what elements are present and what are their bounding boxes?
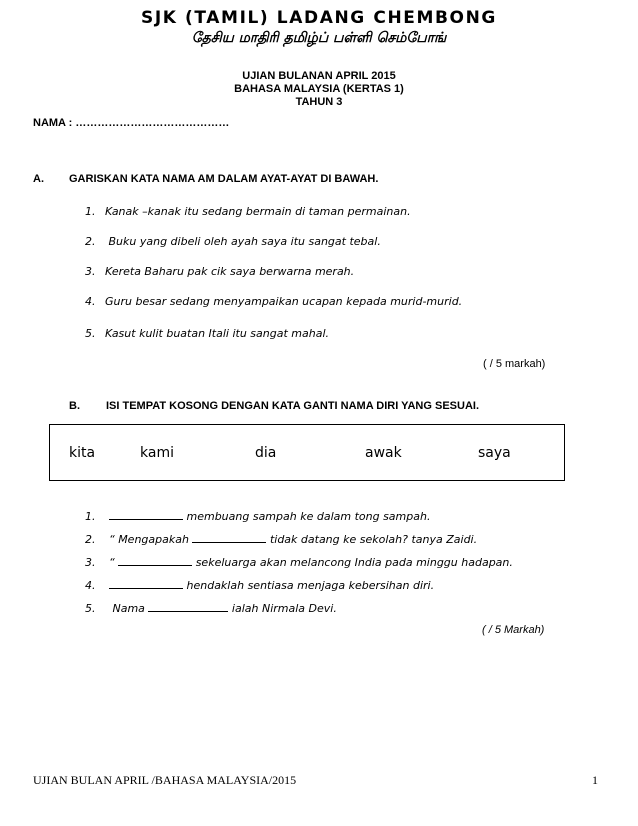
section-a-title: GARISKAN KATA NAMA AM DALAM AYAT-AYAT DI BAWAH.	[69, 173, 379, 185]
page-number: 1	[592, 773, 598, 787]
school-name: SJK (TAMIL) LADANG CHEMBONG	[140, 8, 497, 28]
item-number: 5.	[85, 327, 96, 340]
item-number: 3.	[85, 265, 96, 278]
name-field-label: NAMA : ……………………………………	[33, 117, 230, 129]
item-text: Guru besar sedang menyampaikan ucapan kepada murid-murid.	[105, 295, 463, 308]
item-number: 2.	[85, 235, 96, 248]
section-b-item: 3. “ sekeluarga akan melancong India pada minggu hadapan.	[85, 556, 513, 569]
school-tamil-name: தேசிய மாதிரி தமிழ்ப் பள்ளி செம்போங்	[191, 30, 447, 46]
item-number: 4.	[85, 579, 96, 592]
section-a-item	[85, 235, 381, 248]
section-a-item	[85, 205, 411, 218]
item-text: Kanak –kanak itu sedang bermain di taman permainan.	[105, 205, 411, 218]
section-a-item	[85, 265, 354, 278]
section-a-item	[85, 295, 462, 308]
item-number: 2.	[85, 533, 96, 546]
section-b-item: 2. “ Mengapakah tidak datang ke sekolah? tanya Zaidi.	[85, 533, 478, 546]
answer-blank[interactable]	[109, 509, 183, 520]
item-number: 4.	[85, 295, 96, 308]
item-number: 1.	[85, 205, 96, 218]
footer-text: UJIAN BULAN APRIL /BAHASA MALAYSIA/2015	[33, 773, 297, 787]
item-text: Kasut kulit buatan Itali itu sangat mahal.	[105, 327, 329, 340]
section-a-letter: A.	[33, 173, 44, 185]
word-bank-box	[49, 424, 565, 481]
section-b-letter: B.	[69, 400, 80, 412]
section-b-item: 4. hendaklah sentiasa menjaga kebersihan diri.	[85, 579, 435, 592]
answer-blank[interactable]	[148, 601, 228, 612]
word-bank-item: awak	[365, 445, 402, 461]
section-a-marks: ( / 5 markah)	[483, 358, 546, 370]
answer-blank[interactable]	[118, 555, 192, 566]
item-text: Kereta Baharu pak cik saya berwarna merah.	[105, 265, 355, 278]
answer-blank[interactable]	[192, 532, 266, 543]
word-bank-item: saya	[478, 445, 511, 461]
item-text: Buku yang dibeli oleh ayah saya itu sangat tebal.	[105, 235, 381, 248]
exam-subject: BAHASA MALAYSIA (KERTAS 1)	[234, 83, 404, 95]
word-bank-item: kita	[69, 445, 96, 461]
answer-blank[interactable]	[109, 578, 183, 589]
section-b-marks: ( / 5 Markah)	[482, 624, 545, 636]
item-number: 3.	[85, 556, 96, 569]
section-b-title: ISI TEMPAT KOSONG DENGAN KATA GANTI NAMA DIRI YANG SESUAI.	[106, 400, 480, 412]
exam-year: TAHUN 3	[295, 96, 343, 108]
item-number: 5.	[85, 602, 96, 615]
word-bank-item: kami	[140, 445, 174, 461]
section-b-item: 5. Nama ialah Nirmala Devi.	[85, 602, 337, 615]
item-number: 1.	[85, 510, 96, 523]
section-a-item	[85, 327, 329, 340]
exam-title: UJIAN BULANAN APRIL 2015	[242, 70, 396, 82]
word-bank-item: dia	[255, 445, 277, 461]
section-b-item: 1. membuang sampah ke dalam tong sampah.	[85, 510, 431, 523]
